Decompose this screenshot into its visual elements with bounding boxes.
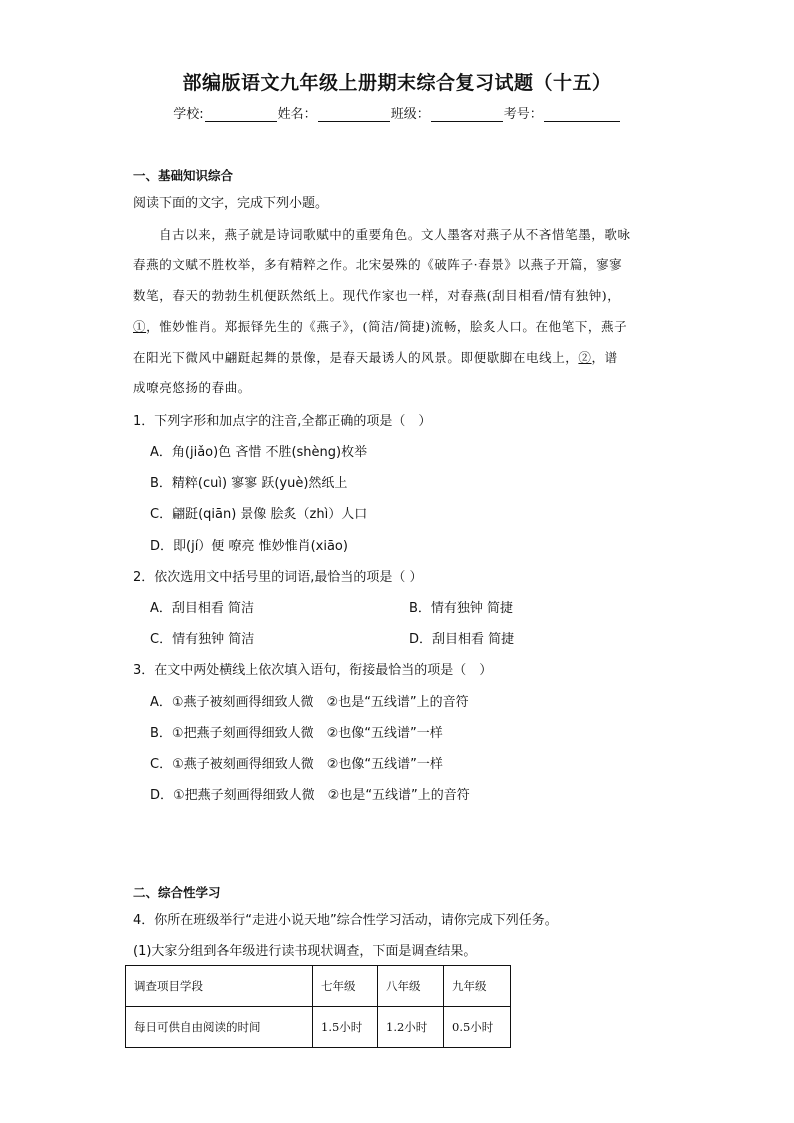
- passage-line-4: [133, 317, 627, 335]
- section1-heading: 一、基础知识综合: [133, 168, 234, 183]
- passage-line-5-end: ，谱: [591, 350, 618, 365]
- question-3-option-a[interactable]: A．①燕子被刻画得细致人微 ②也是“五线谱”上的音符: [150, 695, 469, 710]
- school-label: 学校:: [173, 107, 204, 122]
- table-header-cell: 调查项目学段: [126, 966, 313, 1007]
- page-title: 部编版语文九年级上册期末综合复习试题（十五）: [182, 72, 612, 94]
- passage-line-6: 成嘹亮悠扬的春曲。: [133, 380, 251, 395]
- blank-mark-2: ②: [578, 350, 592, 365]
- passage-line-4-text: ，惟妙惟肖。郑振铎先生的《燕子》，(简洁/简捷)流畅，脍炙人口。在他笔下，燕子: [146, 319, 628, 334]
- class-label: 班级：: [390, 107, 430, 122]
- question-1-option-c[interactable]: C．翩跹(qiān) 景像 脍炙（zhì）人口: [150, 507, 368, 522]
- table-header-row: [126, 966, 511, 1007]
- section2-heading: 二、综合性学习: [133, 885, 221, 900]
- question-1-option-b[interactable]: B．精粹(cuì) 寥寥 跃(yuè)然纸上: [150, 476, 348, 491]
- question-3-option-b[interactable]: B．①把燕子刻画得细致人微 ②也像“五线谱”一样: [150, 726, 443, 741]
- table-header-cell: 九年级: [444, 966, 511, 1007]
- table-cell: 1.2小时: [378, 1007, 444, 1048]
- question-2-option-a[interactable]: A．刮目相看 简洁: [150, 601, 255, 616]
- passage-line-2: 春燕的文赋不胜枚举，多有精粹之作。北宋晏殊的《破阵子·春景》以燕子开篇，寥寥: [133, 257, 623, 272]
- question-4-stem: 4．你所在班级举行“走进小说天地”综合性学习活动，请你完成下列任务。: [133, 913, 558, 928]
- question-1-stem: 1．下列字形和加点字的注音,全都正确的项是（ ）: [133, 414, 432, 429]
- table-cell: 1.5小时: [313, 1007, 378, 1048]
- question-2-option-b[interactable]: B．情有独钟 简捷: [409, 601, 514, 616]
- student-info-line: [0, 103, 794, 122]
- passage-line-5-text: 在阳光下微风中翩跹起舞的景像，是春天最诱人的风景。即便歇脚在电线上，: [133, 350, 579, 365]
- table-header-cell: 七年级: [313, 966, 378, 1007]
- section1-instruction: 阅读下面的文字，完成下列小题。: [133, 196, 329, 211]
- question-3-option-c[interactable]: C．①燕子被刻画得细致人微 ②也像“五线谱”一样: [150, 757, 443, 772]
- blank-mark-1: ①: [133, 319, 147, 334]
- question-2-stem: 2．依次选用文中括号里的词语,最恰当的项是（ ）: [133, 570, 423, 585]
- table-cell: 0.5小时: [444, 1007, 511, 1048]
- question-1-option-d[interactable]: D．即(jí）便 嘹亮 惟妙惟肖(xiāo): [150, 539, 348, 554]
- question-1-option-a[interactable]: A．角(jiǎo)色 吝惜 不胜(shèng)枚举: [150, 445, 368, 460]
- question-4-sub1: (1)大家分组到各年级进行读书现状调查，下面是调查结果。: [133, 944, 477, 959]
- table-header-cell: 八年级: [378, 966, 444, 1007]
- question-2-option-c[interactable]: C．情有独钟 简洁: [150, 632, 255, 647]
- passage-line-3: 数笔，春天的勃勃生机便跃然纸上。现代作家也一样，对春燕(刮目相看/情有独钟)，: [133, 288, 621, 303]
- table-row: [126, 1007, 511, 1048]
- name-blank[interactable]: [318, 107, 390, 122]
- number-blank[interactable]: [544, 107, 620, 122]
- question-3-stem: 3．在文中两处横线上依次填入语句，衔接最恰当的项是（ ）: [133, 663, 493, 678]
- passage-line-5: [133, 348, 618, 366]
- school-blank[interactable]: [205, 107, 277, 122]
- name-label: 姓名：: [277, 107, 317, 122]
- passage-line-1: 自古以来，燕子就是诗词歌赋中的重要角色。文人墨客对燕子从不吝惜笔墨，歌咏: [159, 227, 631, 242]
- question-3-option-d[interactable]: D．①把燕子刻画得细致人微 ②也是“五线谱”上的音符: [150, 788, 470, 803]
- survey-table: [125, 965, 511, 1048]
- table-cell: 每日可供自由阅读的时间: [126, 1007, 313, 1048]
- number-label: 考号：: [503, 107, 543, 122]
- class-blank[interactable]: [431, 107, 503, 122]
- question-2-option-d[interactable]: D．刮目相看 简捷: [409, 632, 515, 647]
